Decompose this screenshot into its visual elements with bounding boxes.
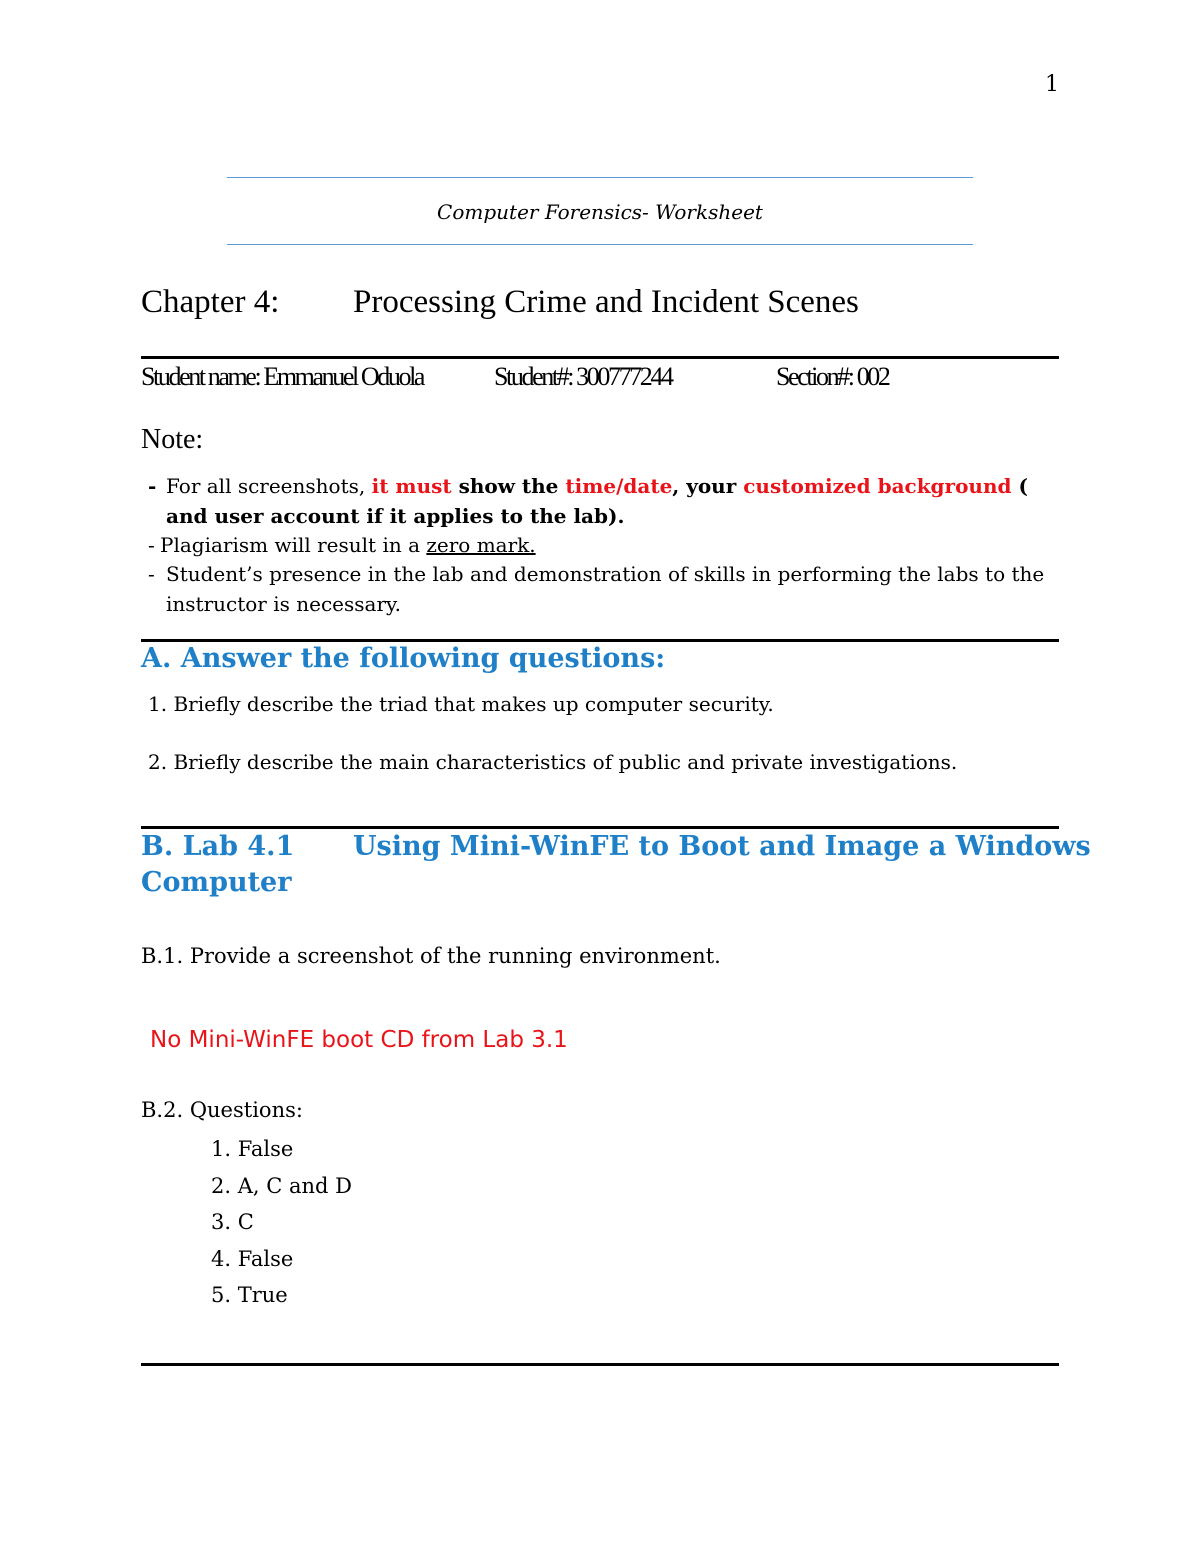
note-heading: Note:	[141, 424, 204, 455]
question-1: 1. Briefly describe the triad that makes up computer security.	[148, 692, 774, 716]
bullet-dash: -	[148, 562, 155, 586]
answer-item: 1. False	[211, 1137, 294, 1161]
chapter-heading	[141, 284, 859, 321]
b1-instruction: B.1. Provide a screenshot of the running environment.	[141, 944, 721, 968]
note-item-screenshots	[148, 471, 1058, 531]
student-name: Student name: Emmanuel Oduola	[141, 362, 424, 391]
student-number: Student#: 300777244	[494, 362, 672, 391]
chapter-label: Chapter 4:	[141, 284, 280, 320]
answer-item: 3. C	[211, 1210, 254, 1234]
answer-item: 4. False	[211, 1246, 294, 1271]
no-winfe-note: No Mini-WinFE boot CD from Lab 3.1	[150, 1027, 568, 1053]
document-title: Computer Forensics- Worksheet	[437, 200, 763, 224]
header-bottom-rule	[227, 244, 973, 245]
chapter-rule	[141, 356, 1059, 359]
bullet-dash: -	[148, 474, 157, 498]
note-emphasis: customized background	[743, 474, 1012, 498]
header-top-rule	[227, 177, 973, 178]
b2-heading: B.2. Questions:	[141, 1098, 303, 1122]
note-emphasis: time/date	[565, 474, 673, 498]
note-text: For all screenshots,	[166, 474, 372, 498]
note-item-presence	[148, 559, 1058, 619]
section-b-heading	[141, 829, 1091, 901]
answers-list	[211, 1131, 352, 1314]
note-text: Student’s presence in the lab and demonstration of skills in performing the labs to the instructor is necessary.	[166, 562, 1045, 616]
section-number: Section#: 002	[776, 362, 889, 391]
note-text: ( and user account if it applies to the lab).	[166, 474, 1028, 528]
answer-item: 2. A, C and D	[211, 1173, 352, 1198]
section-a-rule	[141, 639, 1059, 642]
note-text: , your	[672, 474, 744, 498]
lab-label: B. Lab 4.1	[141, 831, 295, 862]
note-emphasis: it must	[371, 474, 452, 498]
page-number: 1	[1045, 72, 1059, 97]
note-item-plagiarism	[148, 530, 1058, 560]
note-text: Plagiarism will result in a	[160, 533, 427, 557]
answer-item: 5. True	[211, 1283, 288, 1307]
footer-rule	[141, 1363, 1059, 1366]
note-zero-mark: zero mark.	[426, 533, 536, 557]
section-a-heading: A. Answer the following questions:	[141, 643, 666, 674]
question-2: 2. Briefly describe the main characteristics of public and private investigations.	[148, 750, 958, 774]
lab-title-continued: Computer	[141, 867, 292, 898]
chapter-title: Processing Crime and Incident Scenes	[353, 284, 859, 320]
lab-title: Using Mini-WinFE to Boot and Image a Windows	[353, 831, 1091, 862]
bullet-dash: -	[148, 533, 155, 557]
note-text: show the	[451, 474, 566, 498]
